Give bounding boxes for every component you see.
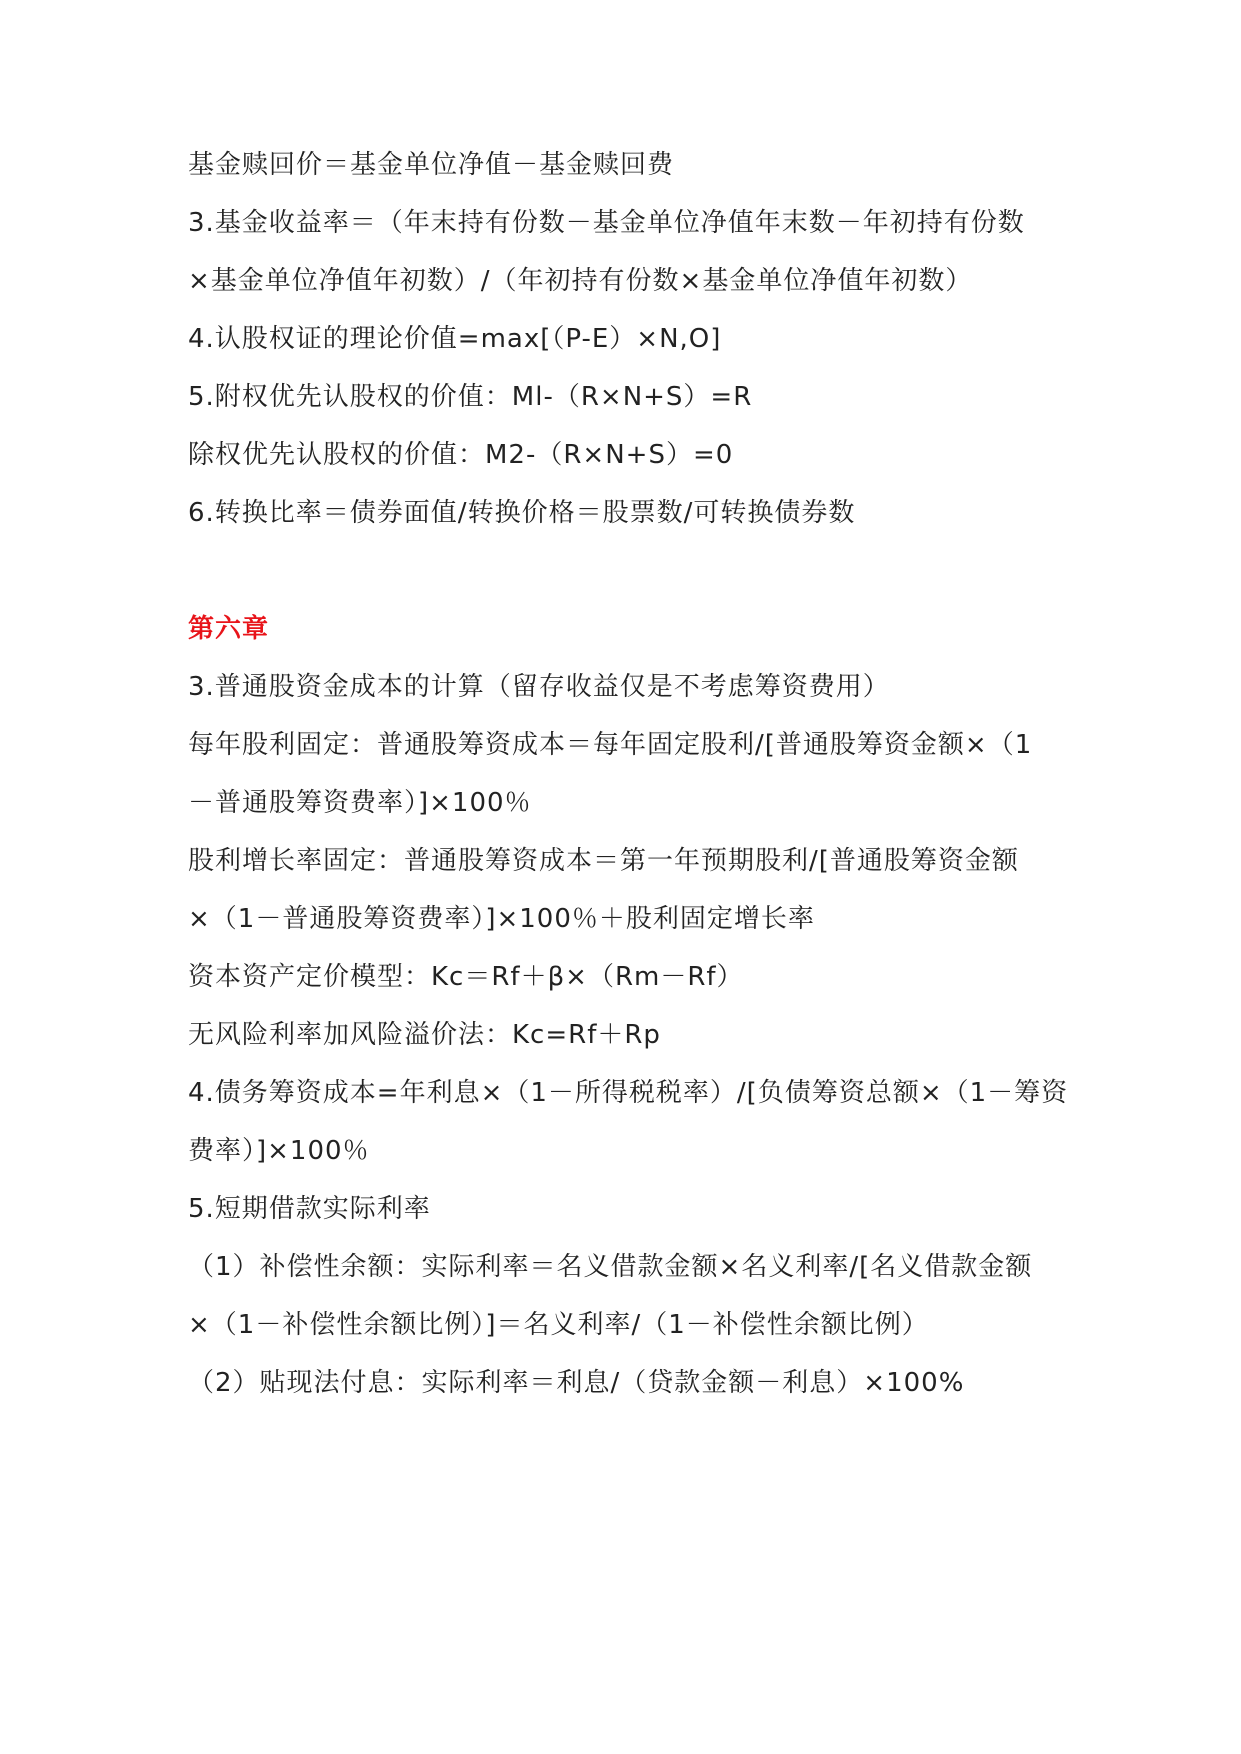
formula-rights-off-value: 除权优先认股权的价值：M2-（R×N+S）=0 <box>188 440 734 470</box>
formula-growth-dividend-line-1: 股利增长率固定：普通股筹资成本＝第一年预期股利/[普通股筹资金额 <box>188 846 1019 876</box>
formula-fund-yield-line-2: ×基金单位净值年初数）/（年初持有份数×基金单位净值年初数） <box>188 266 973 296</box>
section-common-stock-cost: 3.普通股资金成本的计算（留存收益仅是不考虑筹资费用） <box>188 672 890 702</box>
formula-risk-premium: 无风险利率加风险溢价法：Kc=Rf＋Rp <box>188 1020 661 1050</box>
formula-growth-dividend-line-2: ×（1－普通股筹资费率）]×100％＋股利固定增长率 <box>188 904 815 934</box>
formula-compensating-balance-line-1: （1）补偿性余额：实际利率＝名义借款金额×名义利率/[名义借款金额 <box>188 1252 1033 1282</box>
formula-discount-interest: （2）贴现法付息：实际利率＝利息/（贷款金额－利息）×100% <box>188 1368 965 1398</box>
formula-rights-on-value: 5.附权优先认股权的价值：Ml-（R×N+S）=R <box>188 382 753 412</box>
formula-fixed-dividend-line-2: －普通股筹资费率）]×100％ <box>188 788 532 818</box>
formula-fixed-dividend-line-1: 每年股利固定：普通股筹资成本＝每年固定股利/[普通股筹资金额×（1 <box>188 730 1033 760</box>
formula-conversion-ratio: 6.转换比率＝债券面值/转换价格＝股票数/可转换债券数 <box>188 498 856 528</box>
formula-compensating-balance-line-2: ×（1－补偿性余额比例）]＝名义利率/（1－补偿性余额比例） <box>188 1310 929 1340</box>
formula-capm: 资本资产定价模型：Kc＝Rf＋β×（Rm－Rf） <box>188 962 744 992</box>
section-short-term-loan-rate: 5.短期借款实际利率 <box>188 1194 431 1224</box>
formula-warrant-theoretical-value: 4.认股权证的理论价值=max[（P-E）×N,O] <box>188 324 722 354</box>
formula-debt-cost-line-2: 费率）]×100％ <box>188 1136 370 1166</box>
formula-fund-redemption-price: 基金赎回价＝基金单位净值－基金赎回费 <box>188 150 675 180</box>
formula-fund-yield-line-1: 3.基金收益率＝（年末持有份数－基金单位净值年末数－年初持有份数 <box>188 208 1025 238</box>
chapter-heading: 第六章 <box>188 614 270 644</box>
formula-debt-cost-line-1: 4.债务筹资成本=年利息×（1－所得税税率）/[负债筹资总额×（1－筹资 <box>188 1078 1068 1108</box>
